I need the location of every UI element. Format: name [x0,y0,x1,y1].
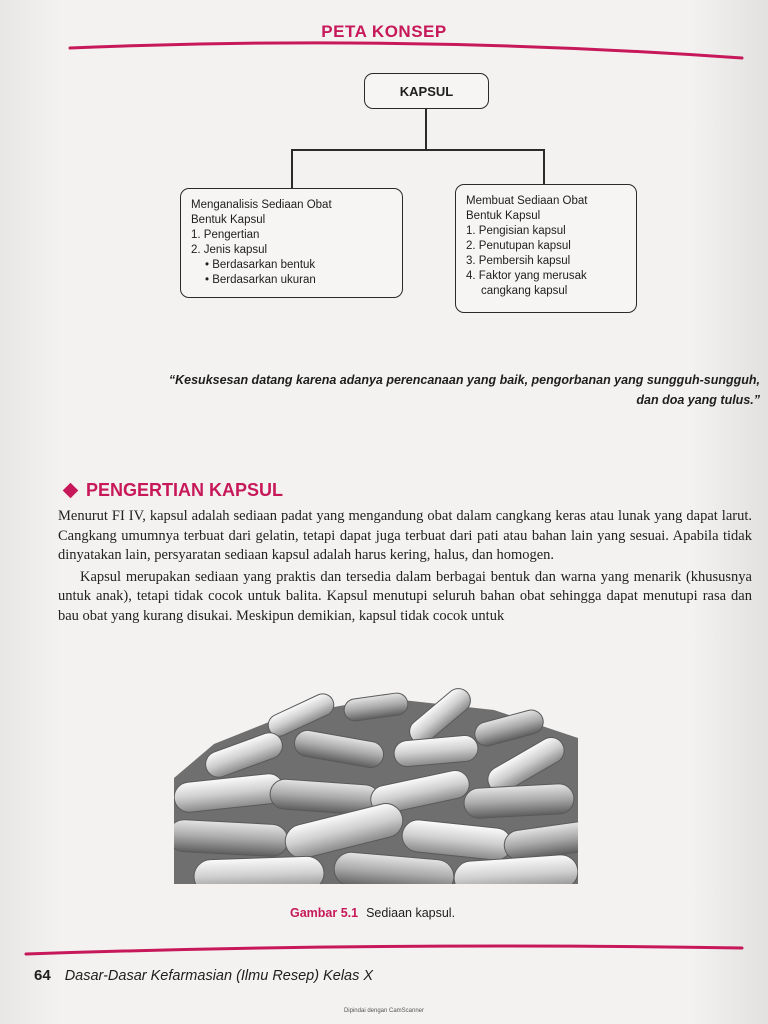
concept-sub-item-text: Berdasarkan bentuk [212,259,316,271]
concept-box-heading: Membuat Sediaan Obat [466,195,588,207]
connector-horizontal [291,149,544,151]
page-footer [34,967,373,984]
section-heading-text: PENGERTIAN KAPSUL [86,480,284,500]
connector-right-down [543,149,545,185]
diamond-bullet-icon [63,483,79,499]
title-underline [0,0,768,80]
page-number: 64 [34,967,51,984]
concept-item: 1. Pengertian [191,229,260,241]
concept-item: 1. Pengisian kapsul [466,225,566,237]
connector-root-down [425,109,427,150]
concept-item-continuation: cangkang kapsul [481,285,568,297]
concept-sub-item: • Berdasarkan ukuran [205,274,316,286]
figure-label: Gambar 5.1 [290,906,359,920]
concept-root-box: KAPSUL [364,73,489,109]
concept-sub-item: • Berdasarkan bentuk [205,259,316,271]
page-title: PETA KONSEP [321,22,447,41]
paragraph: Kapsul merupakan sediaan yang praktis dan tersedia dalam berbagai bentuk dan warna yang menarik (khususnya untuk anak), tetapi tidak cocok untuk balita. Kapsul menutupi seluruh bahan obat sehingga dapat menutupi rasa dan bau obat yang kurang disukai. Meskipun demikian, kapsul tidak cocok untuk [58,568,752,624]
body-text [58,507,752,626]
concept-box-heading: Bentuk Kapsul [466,210,541,222]
quote-line: dan doa yang tulus.” [636,393,760,407]
motivational-quote [70,370,760,410]
concept-item: 4. Faktor yang merusak [466,270,587,282]
concept-box-make [455,184,637,313]
quote-line: “Kesuksesan datang karena adanya perencanaan yang baik, pengorbanan yang sungguh-sungguh, [168,373,760,387]
concept-box-heading: Bentuk Kapsul [191,214,266,226]
concept-box-heading: Menganalisis Sediaan Obat [191,199,332,211]
concept-item: 2. Penutupan kapsul [466,240,571,252]
book-title: Dasar-Dasar Kefarmasian (Ilmu Resep) Kelas X [64,968,374,984]
figure-caption-text: Sediaan kapsul. [366,906,456,920]
section-heading [64,480,283,501]
paragraph: Menurut FI IV, kapsul adalah sediaan padat yang mengandung obat dalam cangkang keras atau lunak yang dapat larut. Cangkang umumnya terbuat dari gelatin, tetapi dapat juga terbuat dari pati atau bahan lain yang sesuai. Apabila tidak dinyatakan lain, persyaratan sediaan kapsul adalah harus kering, halus, dan homogen. [58,508,752,563]
capsules-photo [174,686,578,884]
concept-item: 2. Jenis kapsul [191,244,268,256]
concept-box-analyze [180,188,403,298]
scan-watermark: Dipindai dengan CamScanner [343,1008,425,1014]
concept-item: 3. Pembersih kapsul [466,255,571,267]
concept-sub-item-text: Berdasarkan ukuran [212,274,316,286]
figure-caption [290,906,455,920]
connector-left-down [291,149,293,189]
